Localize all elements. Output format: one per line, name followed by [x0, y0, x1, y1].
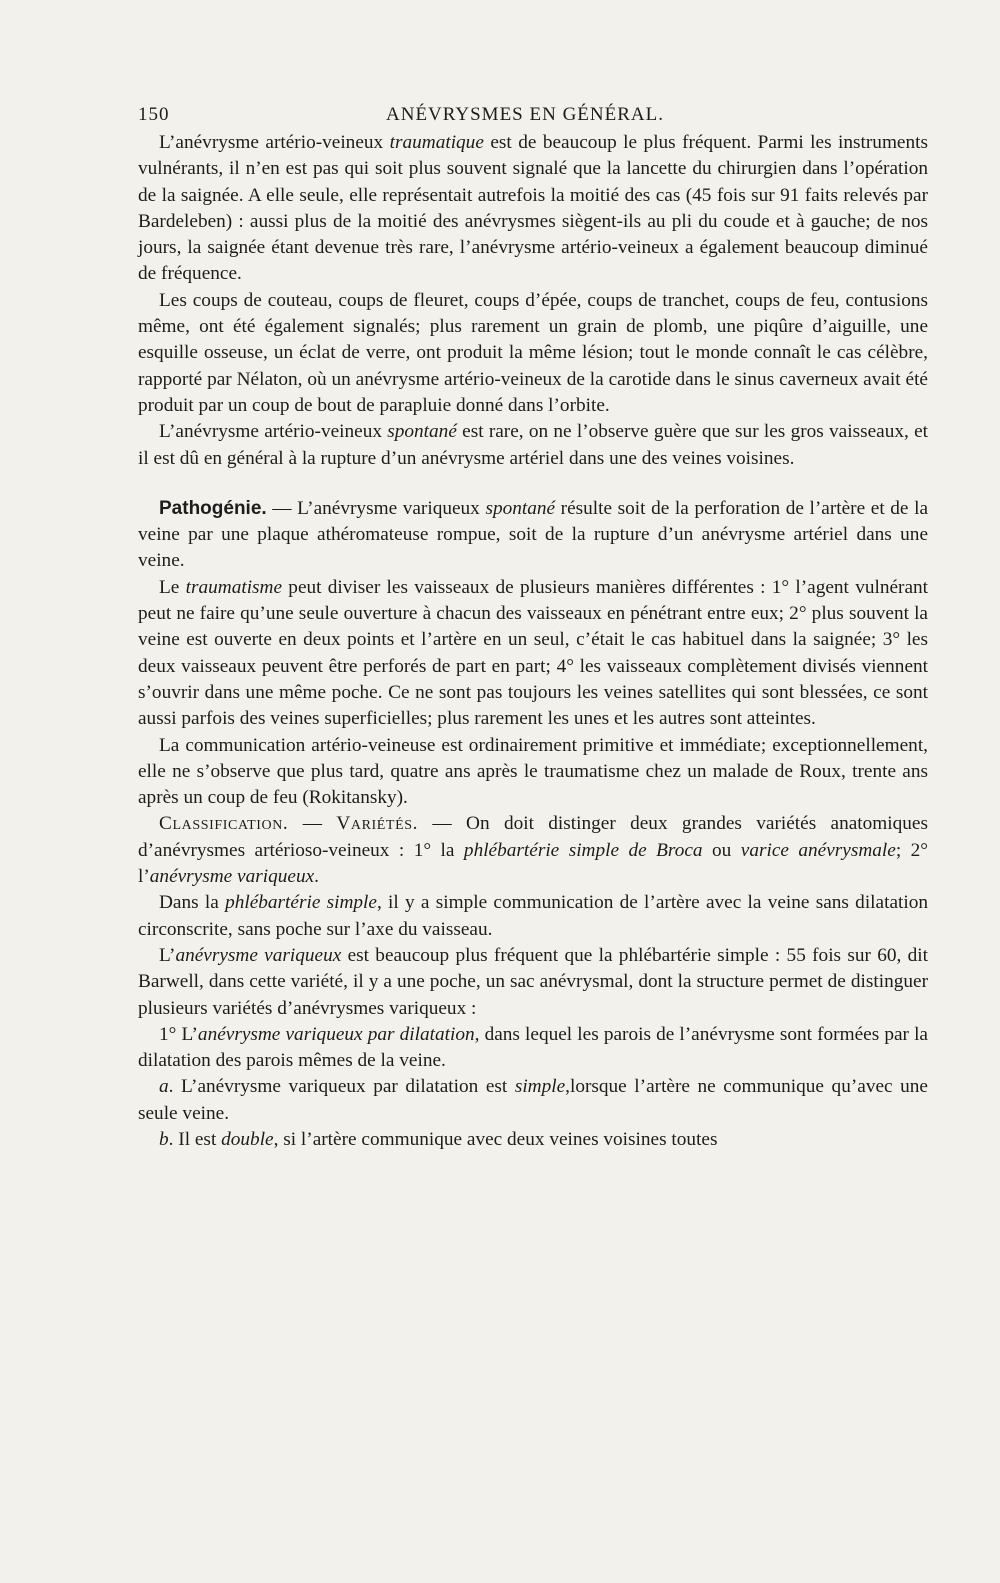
text-run: Dans la [159, 892, 226, 914]
paragraph [138, 496, 928, 575]
book-page [138, 100, 928, 1153]
text-run: ; 2° l’ [138, 839, 929, 888]
paragraph [138, 1127, 928, 1153]
italic-run: anévrysme variqueux [175, 944, 342, 966]
running-head [138, 100, 928, 130]
section-heading: Pathogénie. [159, 497, 267, 519]
text-run: , il y a simple communication de l’artère avec la veine sans dilatation circonscrite, sans poche sur l’axe du vaisseau. [138, 892, 929, 940]
text-run: — [288, 813, 337, 835]
paragraph: La communication artério-veineuse est ordinairement primitive et immédiate; exceptionnellement, elle ne s’observe que plus tard, quatre ans après le traumatisme chez un malade de Roux, trente ans après un coup de feu (Rokitansky). [138, 734, 928, 809]
text-run: est beaucoup plus fréquent que la phlébartérie simple : 55 fois sur 60, dit Barwell, dans cette variété, il y a une poche, un sac anévrysmal, dont la structure permet de distinguer plusieurs variétés d’anévrysmes variqueux : [138, 944, 928, 1019]
page-number: 150 [138, 104, 170, 125]
paragraph [138, 890, 928, 943]
italic-run: a [159, 1076, 169, 1098]
text-run: 1° L’ [159, 1023, 198, 1045]
paragraph [138, 943, 928, 1022]
paragraph: Les coups de couteau, coups de fleuret, coups d’épée, coups de tranchet, coups de feu, contusions même, ont été également signalés; plus rarement un grain de plomb, une piqûre d’aiguille, une esquille osseuse, un éclat de verre, ont produit la même lésion; tout le monde connaît le cas célèbre, rapporté par Nélaton, où un anévrysme artério-veineux de la carotide dans le sinus caverneux avait été produit par un coup de bout de parapluie donné dans l’orbite. [138, 289, 928, 416]
text-run: ,lorsque l’artère ne communique qu’avec une seule veine. [138, 1076, 928, 1124]
text-run: — On doit distinger deux grandes variétés anatomiques d’anévrysmes artérioso-veineux : 1° la [138, 813, 928, 861]
italic-run: double [221, 1128, 274, 1150]
text-run: , dans lequel les parois de l’anévrysme sont formées par la dilatation des parois mêmes de la veine. [138, 1023, 928, 1072]
text-run: — L’anévrysme variqueux [266, 497, 486, 519]
text-run: . [314, 866, 319, 888]
italic-run: simple [514, 1076, 566, 1098]
text-run: est rare, on ne l’observe guère que sur les gros vaisseaux, et il est dû en général à la rupture d’un anévrysme artériel dans une des veines voisines. [138, 421, 928, 469]
text-run: . L’anévrysme variqueux par dilatation est [168, 1076, 515, 1098]
text-run: , si l’artère communique avec deux veines voisines toutes [273, 1128, 718, 1150]
text-run: est de beaucoup le plus fréquent. Parmi les instruments vulnérants, il n’en est pas qui soit plus souvent signalé que la lancette du chirurgien dans l’opération de la saignée. A elle seule, elle représentait autrefois la moitié des cas (45 fois sur 91 faits relevés par Bardeleben) : aussi plus de la moitié des anévrysmes siègent-ils au pli du coude et à gauche; de nos jours, la saignée étant devenue très rare, l’anévrysme artério-veineux a également beaucoup diminué de fréquence. [138, 132, 928, 285]
paragraph [138, 130, 928, 288]
italic-run: varice anévrysmale [740, 839, 896, 861]
italic-run: phlébartérie simple de Broca [463, 839, 703, 861]
small-caps-run: Variétés. [336, 813, 419, 835]
paragraph [138, 575, 928, 733]
paragraph [138, 419, 928, 472]
text-run: Le [159, 576, 186, 598]
italic-run: anévrysme variqueux par dilatation [197, 1023, 475, 1045]
italic-run: b [159, 1128, 169, 1150]
italic-run: spontané [485, 497, 556, 519]
small-caps-run: Classification. [159, 813, 289, 835]
body-text [138, 130, 928, 1153]
paragraph [138, 811, 928, 890]
text-run: L’ [159, 944, 176, 966]
text-run: . Il est [168, 1128, 222, 1150]
running-title: ANÉVRYSMES EN GÉNÉRAL. [386, 104, 664, 125]
paragraph [138, 1022, 928, 1075]
text-run: résulte soit de la perforation de l’artère et de la veine par une plaque athéromateuse rompue, soit de la rupture d’un anévrysme artériel dans une veine. [138, 497, 928, 572]
italic-run: anévrysme variqueux [149, 866, 315, 888]
text-run: peut diviser les vaisseaux de plusieurs manières différentes : 1° l’agent vulnérant peut ne faire qu’une seule ouverture à chacun des vaisseaux en pénétrant entre eux; 2° plus souvent la veine est ouverte en deux points et l’artère en un seul, c’était le cas habituel dans la saignée; 3° les deux vaisseaux peuvent être perforés de part en part; 4° les vaisseaux complètement divisés viennent s’ouvrir dans une même poche. Ce ne sont pas toujours les veines satellites qui sont blessées, ce sont aussi parfois des veines superficielles; plus rarement les unes et les autres sont atteintes. [138, 576, 929, 730]
paragraph [138, 1074, 928, 1127]
italic-run: traumatisme [185, 576, 283, 598]
italic-run: traumatique [389, 132, 484, 153]
text-run: ou [702, 839, 741, 861]
italic-run: phlébartérie simple [225, 892, 377, 914]
text-run: L’anévrysme artério-veineux [159, 421, 388, 443]
italic-run: spontané [387, 421, 457, 443]
text-run: L’anévrysme artério-veineux [159, 132, 390, 153]
